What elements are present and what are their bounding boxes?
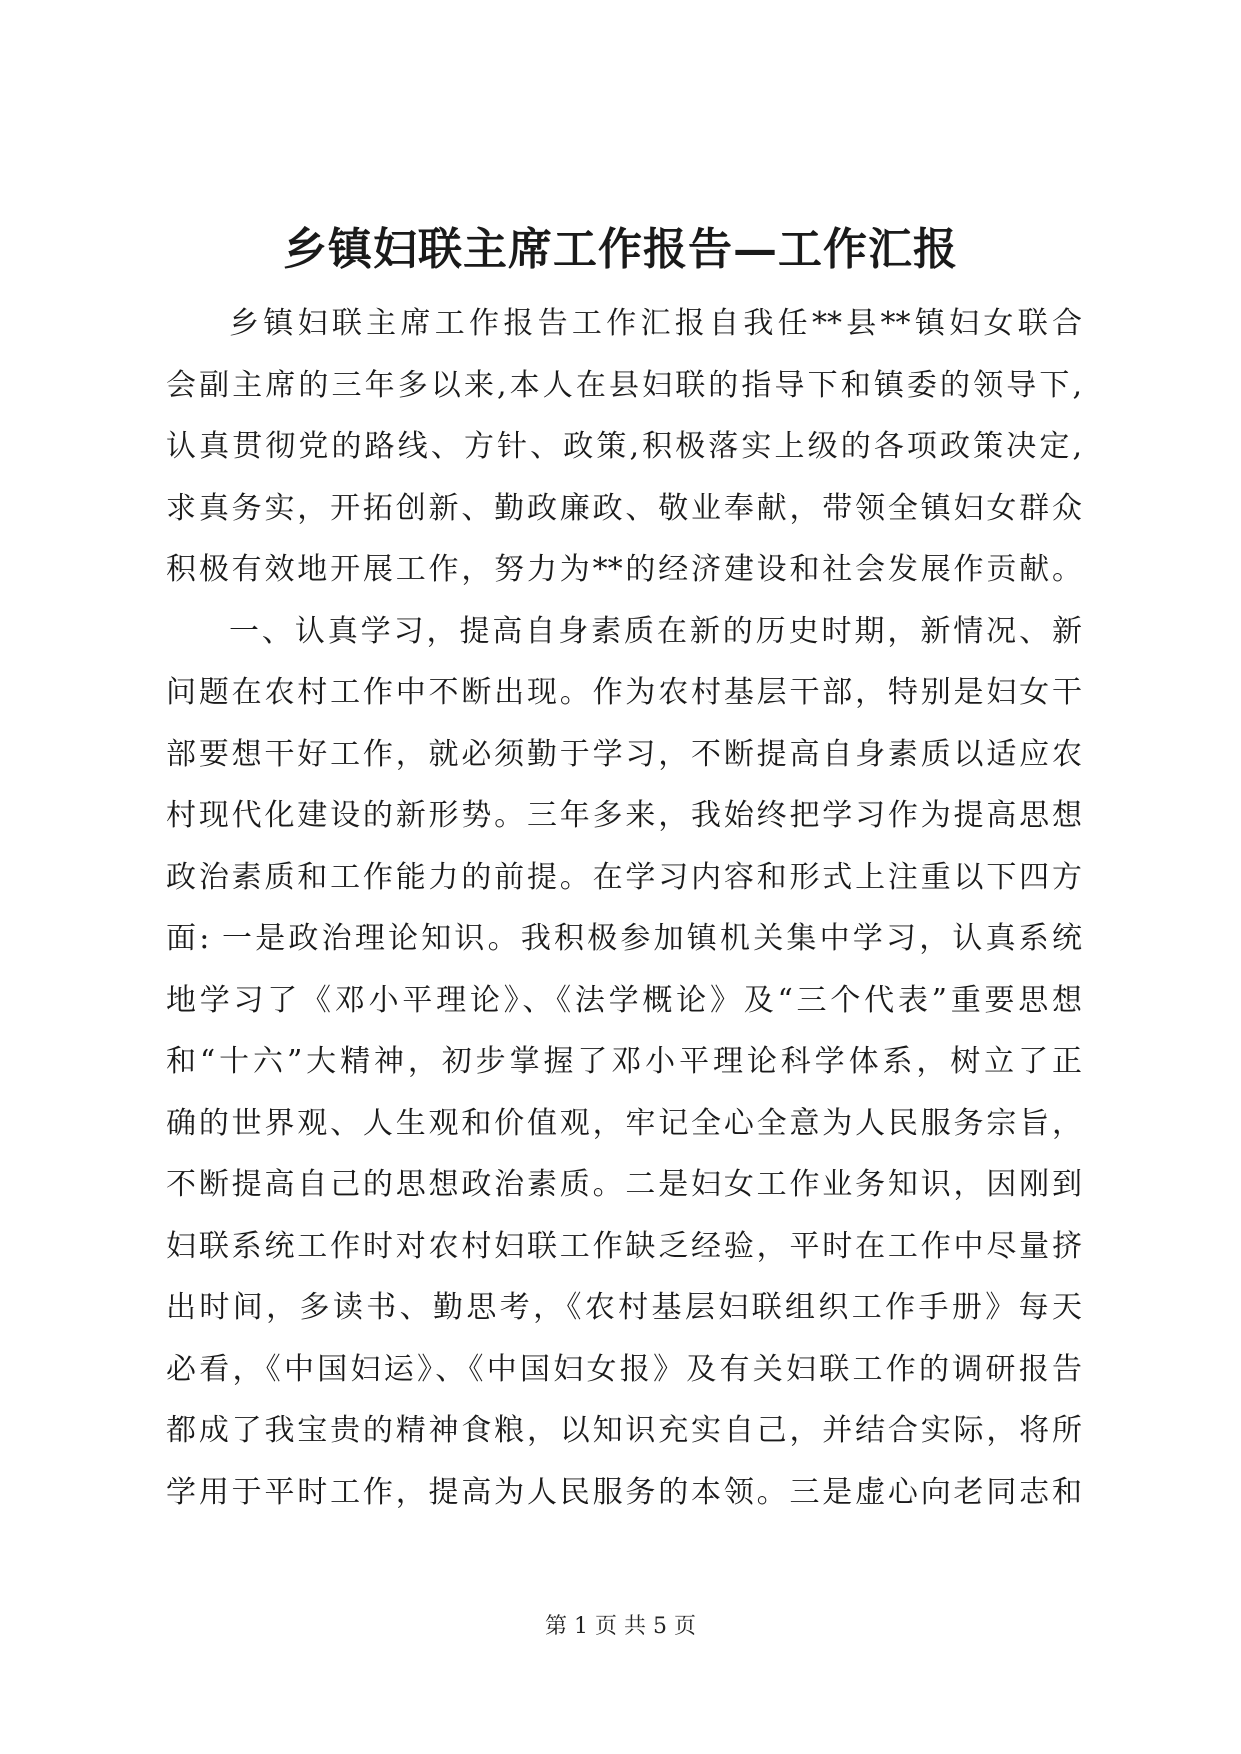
body-line: 村现代化建设的新形势。三年多来，我始终把学习作为提高思想 (166, 798, 1082, 833)
document-title: 乡镇妇联主席工作报告—工作汇报 (283, 224, 958, 275)
page-number: 第 1 页 共 5 页 (545, 1614, 696, 1639)
body-line: 不断提高自己的思想政治素质。二是妇女工作业务知识，因刚到 (166, 1167, 1082, 1202)
page-footer (0, 1612, 1241, 1642)
body-line: 会副主席的三年多以来,本人在县妇联的指导下和镇委的领导下, (166, 367, 1082, 403)
body-line: 必看，《中国妇运》、《中国妇女报》及有关妇联工作的调研报告 (166, 1351, 1082, 1387)
body-line: 都成了我宝贵的精神食粮，以知识充实自己，并结合实际，将所 (166, 1413, 1082, 1448)
body-line: 一、认真学习，提高自身素质在新的历史时期，新情况、新 (229, 613, 1082, 649)
body-line: 认真贯彻党的路线、方针、政策,积极落实上级的各项政策决定, (166, 429, 1082, 464)
body-line: 部要想干好工作，就必须勤于学习，不断提高自身素质以适应农 (166, 736, 1082, 772)
body-line: 学用于平时工作，提高为人民服务的本领。三是虚心向老同志和 (166, 1474, 1082, 1510)
body-line: 确的世界观、人生观和价值观，牢记全心全意为人民服务宗旨， (166, 1105, 1082, 1141)
body-line: 面: 一是政治理论知识。我积极参加镇机关集中学习，认真系统 (166, 921, 1082, 956)
body-line: 乡镇妇联主席工作报告工作汇报自我任**县**镇妇女联合 (229, 306, 1082, 341)
body-line: 政治素质和工作能力的前提。在学习内容和形式上注重以下四方 (166, 859, 1082, 895)
document-body (166, 293, 1082, 1523)
body-line: 出时间，多读书、勤思考，《农村基层妇联组织工作手册》每天 (166, 1290, 1082, 1325)
body-line: 地学习了《邓小平理论》、《法学概论》及“三个代表”重要思想 (166, 982, 1082, 1018)
body-line: 妇联系统工作时对农村妇联工作缺乏经验，平时在工作中尽量挤 (166, 1228, 1082, 1264)
body-line: 求真务实，开拓创新、勤政廉政、敬业奉献，带领全镇妇女群众 (166, 490, 1082, 526)
body-line: 积极有效地开展工作，努力为**的经济建设和社会发展作贡献。 (166, 552, 1082, 587)
body-line: 问题在农村工作中不断出现。作为农村基层干部，特别是妇女干 (166, 675, 1082, 710)
body-line: 和“十六”大精神，初步掌握了邓小平理论科学体系，树立了正 (166, 1044, 1082, 1079)
